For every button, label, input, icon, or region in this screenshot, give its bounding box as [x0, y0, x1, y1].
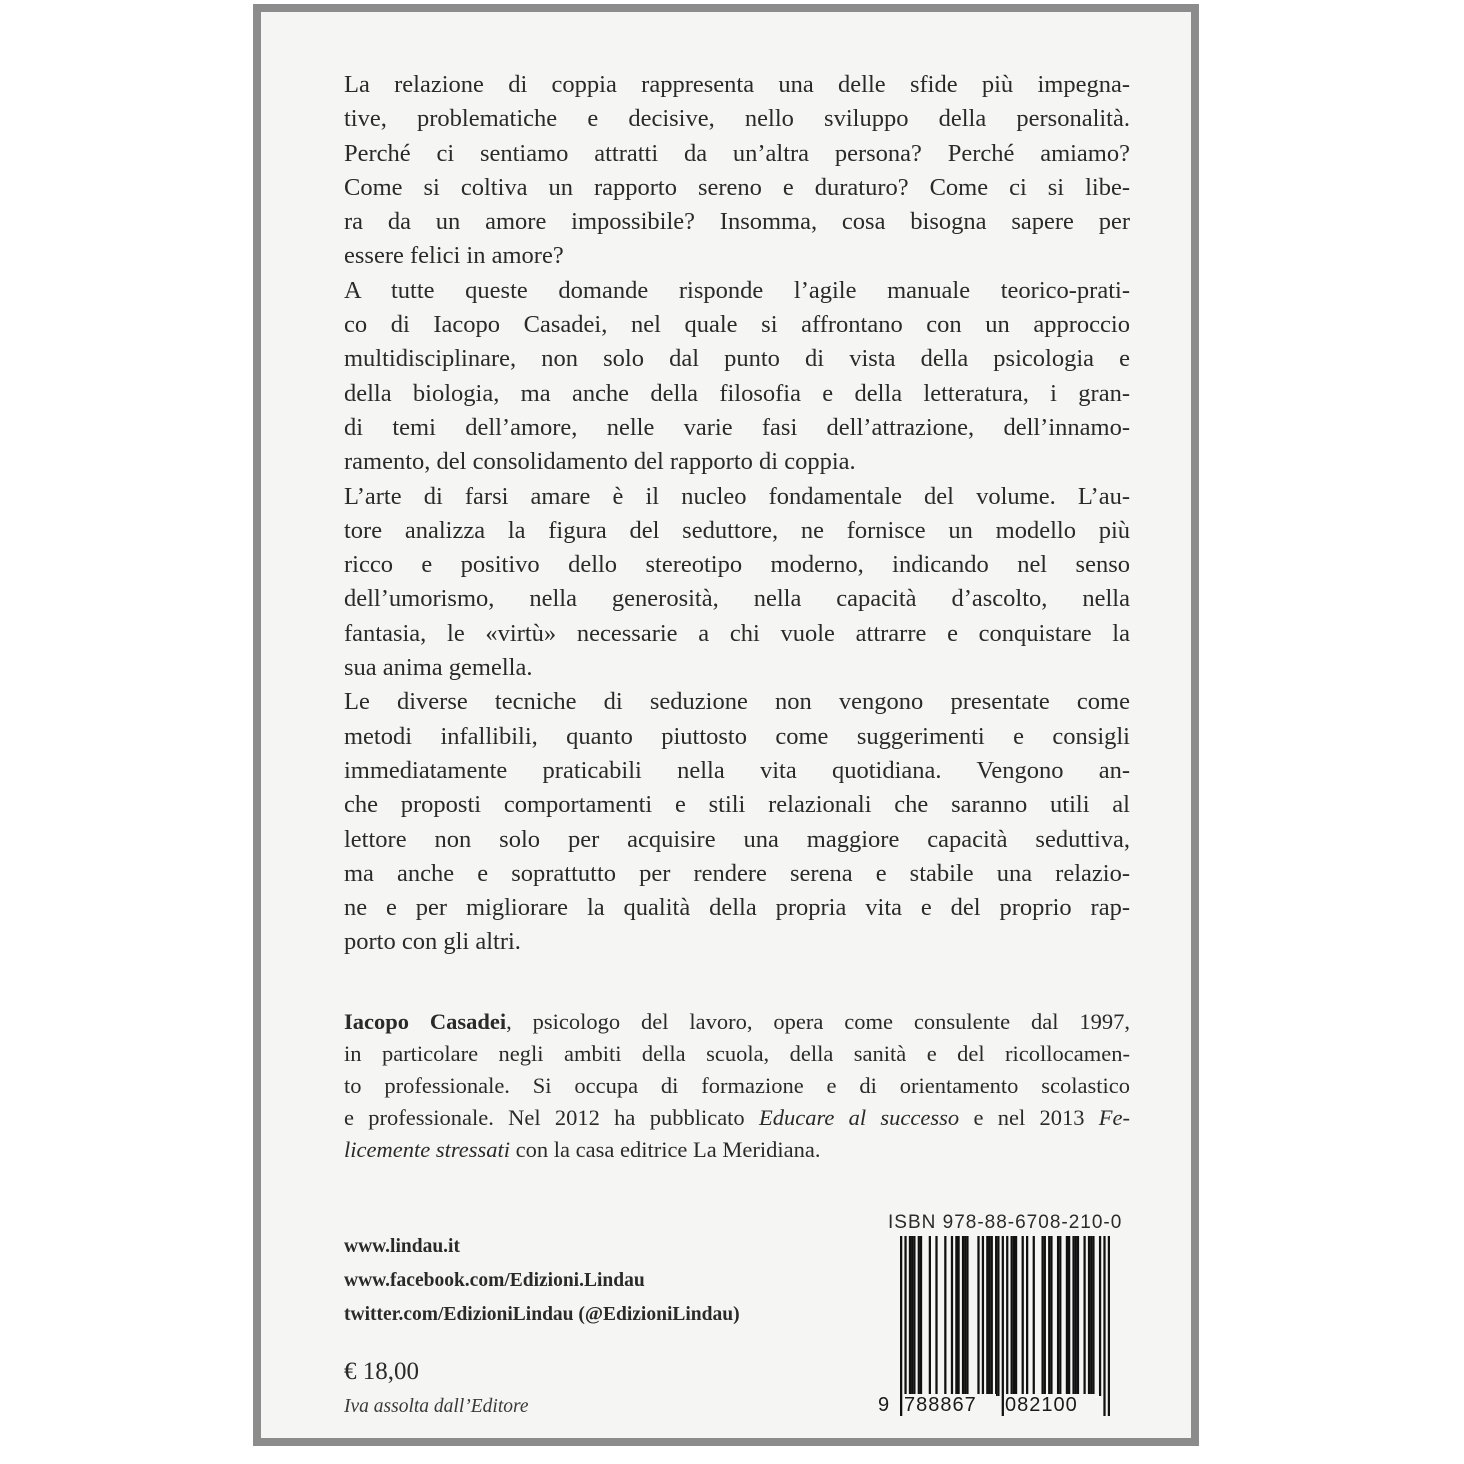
- barcode-bar: [1083, 1236, 1085, 1396]
- website-link[interactable]: www.lindau.it: [344, 1236, 460, 1257]
- barcode-bar: [1103, 1236, 1105, 1416]
- barcode-bar: [986, 1236, 988, 1396]
- author-bio-text: e nel 2013: [959, 1105, 1099, 1130]
- barcode-bar: [918, 1236, 920, 1396]
- barcode-bar: [1068, 1236, 1070, 1396]
- barcode-bar: [1059, 1236, 1061, 1396]
- author-bio-line: in particolare negli ambiti della scuola, della sanità e del ricollocamen-: [344, 1041, 1130, 1066]
- barcode-bar: [1006, 1236, 1008, 1416]
- text-line: ricco e positivo dello stereotipo moderno, indicando nel senso: [344, 551, 1130, 579]
- barcode-bar: [1011, 1236, 1013, 1396]
- author-bio-line: [344, 1006, 1130, 1038]
- barcode-bar: [1048, 1236, 1050, 1396]
- book-title: licemente stressati: [344, 1137, 511, 1162]
- barcode-digits-right: 082100: [1005, 1394, 1099, 1417]
- text-line: ma anche e soprattutto per rendere serena e stabile una relazio-: [344, 859, 1130, 887]
- barcode-bar: [911, 1236, 913, 1396]
- author-bio-text: e professionale. Nel 2012 ha pubblicato: [344, 1105, 759, 1130]
- barcode-bar: [904, 1236, 906, 1416]
- publisher-links: [344, 1230, 740, 1332]
- barcode-bar: [1041, 1236, 1043, 1396]
- book-title: Educare al successo: [758, 1105, 960, 1130]
- twitter-link[interactable]: twitter.com/EdizioniLindau (@EdizioniLindau): [344, 1304, 740, 1325]
- text-line: ra da un amore impossibile? Insomma, cosa bisogna sapere per: [344, 208, 1130, 236]
- barcode-bar: [1044, 1236, 1046, 1396]
- text-line: immediatamente praticabili nella vita quotidiana. Vengono an-: [344, 756, 1130, 784]
- barcode-bar: [920, 1236, 922, 1396]
- barcode-bar: [1050, 1236, 1052, 1396]
- price: € 18,00: [344, 1358, 419, 1385]
- barcode-bar: [955, 1236, 957, 1396]
- text-line: che proposti comportamenti e stili relazionali che saranno utili al: [344, 791, 1130, 819]
- barcode-bar: [997, 1236, 999, 1396]
- barcode-bar: [909, 1236, 911, 1396]
- barcode-bar: [982, 1236, 984, 1396]
- barcode-bar: [1092, 1236, 1094, 1396]
- barcode-bar: [995, 1236, 997, 1396]
- text-line: di temi dell’amore, nelle varie fasi dell’attrazione, dell’innamo-: [344, 413, 1130, 441]
- text-line: Perché ci sentiamo attratti da un’altra persona? Perché amiamo?: [344, 139, 1130, 167]
- book-title: Fe-: [1098, 1105, 1130, 1130]
- barcode-bar: [1088, 1236, 1090, 1396]
- barcode-bar: [1026, 1236, 1028, 1396]
- barcode-bar: [962, 1236, 964, 1396]
- barcode-bar: [913, 1236, 915, 1396]
- text-line: L’arte di farsi amare è il nucleo fondamentale del volume. L’au-: [344, 482, 1130, 510]
- barcode-bar: [957, 1236, 959, 1396]
- text-line: La relazione di coppia rappresenta una delle sfide più impegna-: [344, 71, 1130, 98]
- barcode-bar: [900, 1236, 902, 1416]
- author-bio-text: , psicologo del lavoro, opera come consulente dal 1997,: [506, 1009, 1130, 1034]
- author-bio-text: con la casa editrice La Meridiana.: [510, 1137, 821, 1162]
- barcode-bar: [1057, 1236, 1059, 1396]
- text-line: multidisciplinare, non solo dal punto di vista della psicologia e: [344, 345, 1130, 373]
- barcode-bar: [1077, 1236, 1079, 1396]
- description-paragraph-3: [344, 480, 1130, 686]
- text-line: sua anima gemella.: [344, 654, 533, 682]
- barcode-digits: [878, 1394, 1110, 1418]
- facebook-link[interactable]: www.facebook.com/Edizioni.Lindau: [344, 1270, 645, 1291]
- text-line: porto con gli altri.: [344, 928, 521, 956]
- text-line: ne e per migliorare la qualità della propria vita e del proprio rap-: [344, 894, 1130, 922]
- text-line: Come si coltiva un rapporto sereno e duraturo? Come ci si libe-: [344, 173, 1130, 201]
- author-bio-line: to professionale. Si occupa di formazione e di orientamento scolastico: [344, 1073, 1130, 1098]
- barcode-bar: [1075, 1236, 1077, 1396]
- author-bio-line: [344, 1134, 1130, 1166]
- barcode-bar: [1099, 1236, 1101, 1396]
- barcode-graphic: [900, 1236, 1110, 1416]
- barcode-bar: [1002, 1236, 1004, 1416]
- author-bio: [344, 1006, 1130, 1166]
- description-paragraph-4: [344, 685, 1130, 959]
- barcode-bar: [929, 1236, 931, 1396]
- barcode-bar: [1066, 1236, 1068, 1396]
- text-line: tore analizza la figura del seduttore, ne fornisce un modello più: [344, 516, 1130, 544]
- barcode-bar: [1108, 1236, 1110, 1416]
- barcode-bar: [991, 1236, 993, 1396]
- barcode-digits-left: 788867: [904, 1394, 996, 1417]
- author-name: Iacopo Casadei: [344, 1009, 507, 1034]
- text-line: metodi infallibili, quanto piuttosto come suggerimenti e consigli: [344, 722, 1130, 750]
- text-line: lettore non solo per acquisire una maggiore capacità seduttiva,: [344, 825, 1130, 853]
- text-line: essere felici in amore?: [344, 242, 564, 270]
- barcode-bar: [966, 1236, 968, 1396]
- barcode-bar: [1013, 1236, 1015, 1396]
- barcode-bar: [1033, 1236, 1035, 1396]
- barcode-bar: [944, 1236, 946, 1396]
- text-line: A tutte queste domande risponde l’agile manuale teorico-prati-: [344, 276, 1130, 304]
- barcode-bar: [988, 1236, 990, 1396]
- barcode-bar: [977, 1236, 979, 1396]
- barcode-bar: [1022, 1236, 1024, 1396]
- text-line: dell’umorismo, nella generosità, nella capacità d’ascolto, nella: [344, 585, 1130, 613]
- barcode-bar: [935, 1236, 937, 1396]
- barcode-digit-first: 9: [878, 1394, 890, 1416]
- text-line: della biologia, ma anche della filosofia e della letteratura, i gran-: [344, 379, 1130, 407]
- barcode-bar: [1015, 1236, 1017, 1396]
- description-paragraph-1: [344, 68, 1130, 274]
- barcode-bar: [1090, 1236, 1092, 1396]
- barcode-bar: [951, 1236, 953, 1396]
- vat-note: Iva assolta dall’Editore: [344, 1396, 529, 1417]
- text-line: fantasia, le «virtù» necessarie a chi vuole attrarre e conquistare la: [344, 619, 1130, 647]
- barcode-bar: [964, 1236, 966, 1396]
- text-line: co di Iacopo Casadei, nel quale si affrontano con un approccio: [344, 311, 1130, 339]
- isbn-label: ISBN 978-88-6708-210-0: [888, 1212, 1123, 1233]
- text-line: ramento, del consolidamento del rapporto di coppia.: [344, 448, 856, 476]
- description-text: [344, 68, 1130, 960]
- text-line: tive, problematiche e decisive, nello sviluppo della personalità.: [344, 105, 1130, 133]
- text-line: Le diverse tecniche di seduzione non vengono presentate come: [344, 688, 1130, 716]
- book-back-cover: [253, 4, 1199, 1446]
- author-bio-line: [344, 1102, 1130, 1134]
- description-paragraph-2: [344, 274, 1130, 480]
- barcode-bar: [1072, 1236, 1074, 1396]
